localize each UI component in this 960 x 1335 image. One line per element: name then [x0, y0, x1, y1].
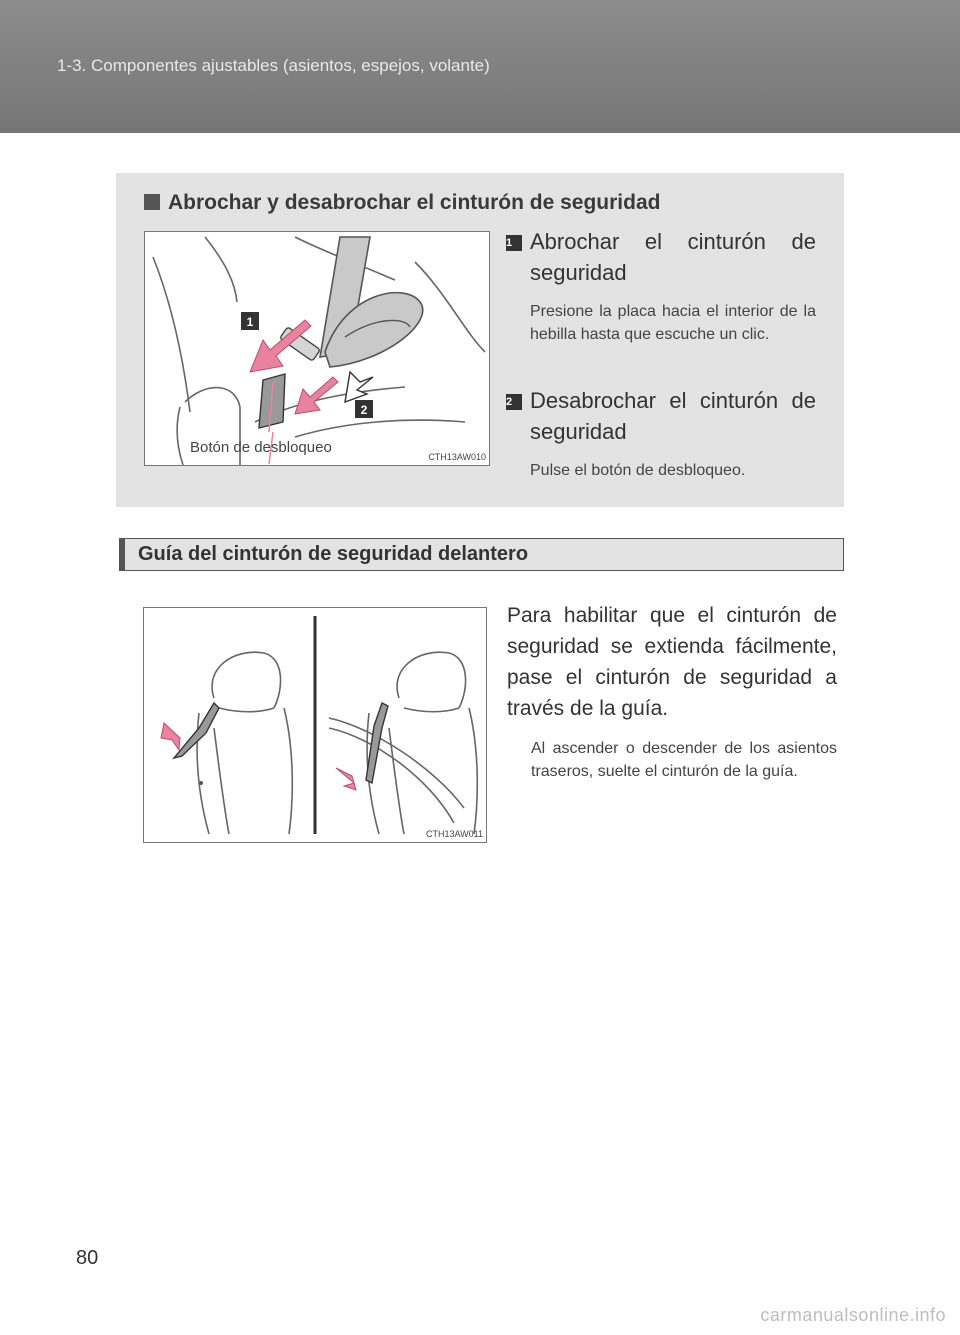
step-1-badge: 1	[506, 235, 522, 251]
step-1-title	[506, 226, 816, 257]
step-2-badge: 2	[506, 394, 522, 410]
chapter-title: 1-3. Componentes ajustables (asientos, espejos, volante)	[57, 56, 490, 75]
callout-1-label: 1	[246, 315, 254, 329]
section-heading-bar	[119, 538, 844, 571]
step-1-title-line1: Abrochar el cinturón de	[530, 229, 816, 254]
buckle-drawing	[145, 232, 489, 465]
page-header	[0, 0, 960, 133]
figure-code-2: CTH13AW011	[425, 829, 483, 839]
step-2-title	[506, 385, 816, 416]
section-accent	[120, 539, 125, 570]
step-2-title-line1: Desabrochar el cinturón de	[530, 388, 816, 413]
figure-code: CTH13AW010	[428, 452, 486, 462]
section-body: Para habilitar que el cinturón de seguridad se extienda fácilmente, pase el cinturón de seguridad a través de la guía.	[507, 604, 837, 720]
panel-heading	[144, 191, 660, 215]
seatbelt-buckle-illustration	[144, 231, 490, 466]
page-number: 80	[76, 1247, 99, 1269]
step-1	[506, 226, 816, 346]
belt-guide-drawing	[144, 608, 486, 842]
step-2-title-line2: seguridad	[530, 419, 627, 444]
release-button-label: Botón de desbloqueo	[190, 439, 332, 456]
belt-guide-illustration	[143, 607, 487, 843]
info-panel	[116, 173, 844, 507]
step-1-description: Presione la placa hacia el interior de la hebilla hasta que escuche un clic.	[530, 303, 816, 343]
callout-2-label: 2	[360, 403, 368, 417]
step-2	[506, 385, 816, 482]
panel-heading-text: Abrochar y desabrochar el cinturón de seguridad	[168, 191, 661, 214]
section-note: Al ascender o descender de los asientos traseros, suelte el cinturón de la guía.	[531, 740, 837, 780]
step-1-title-line2: seguridad	[530, 260, 627, 285]
watermark: carmanualsonline.info	[760, 1305, 946, 1325]
section-title: Guía del cinturón de seguridad delantero	[138, 543, 529, 565]
square-bullet-icon	[144, 194, 160, 210]
step-2-description: Pulse el botón de desbloqueo.	[530, 462, 746, 479]
